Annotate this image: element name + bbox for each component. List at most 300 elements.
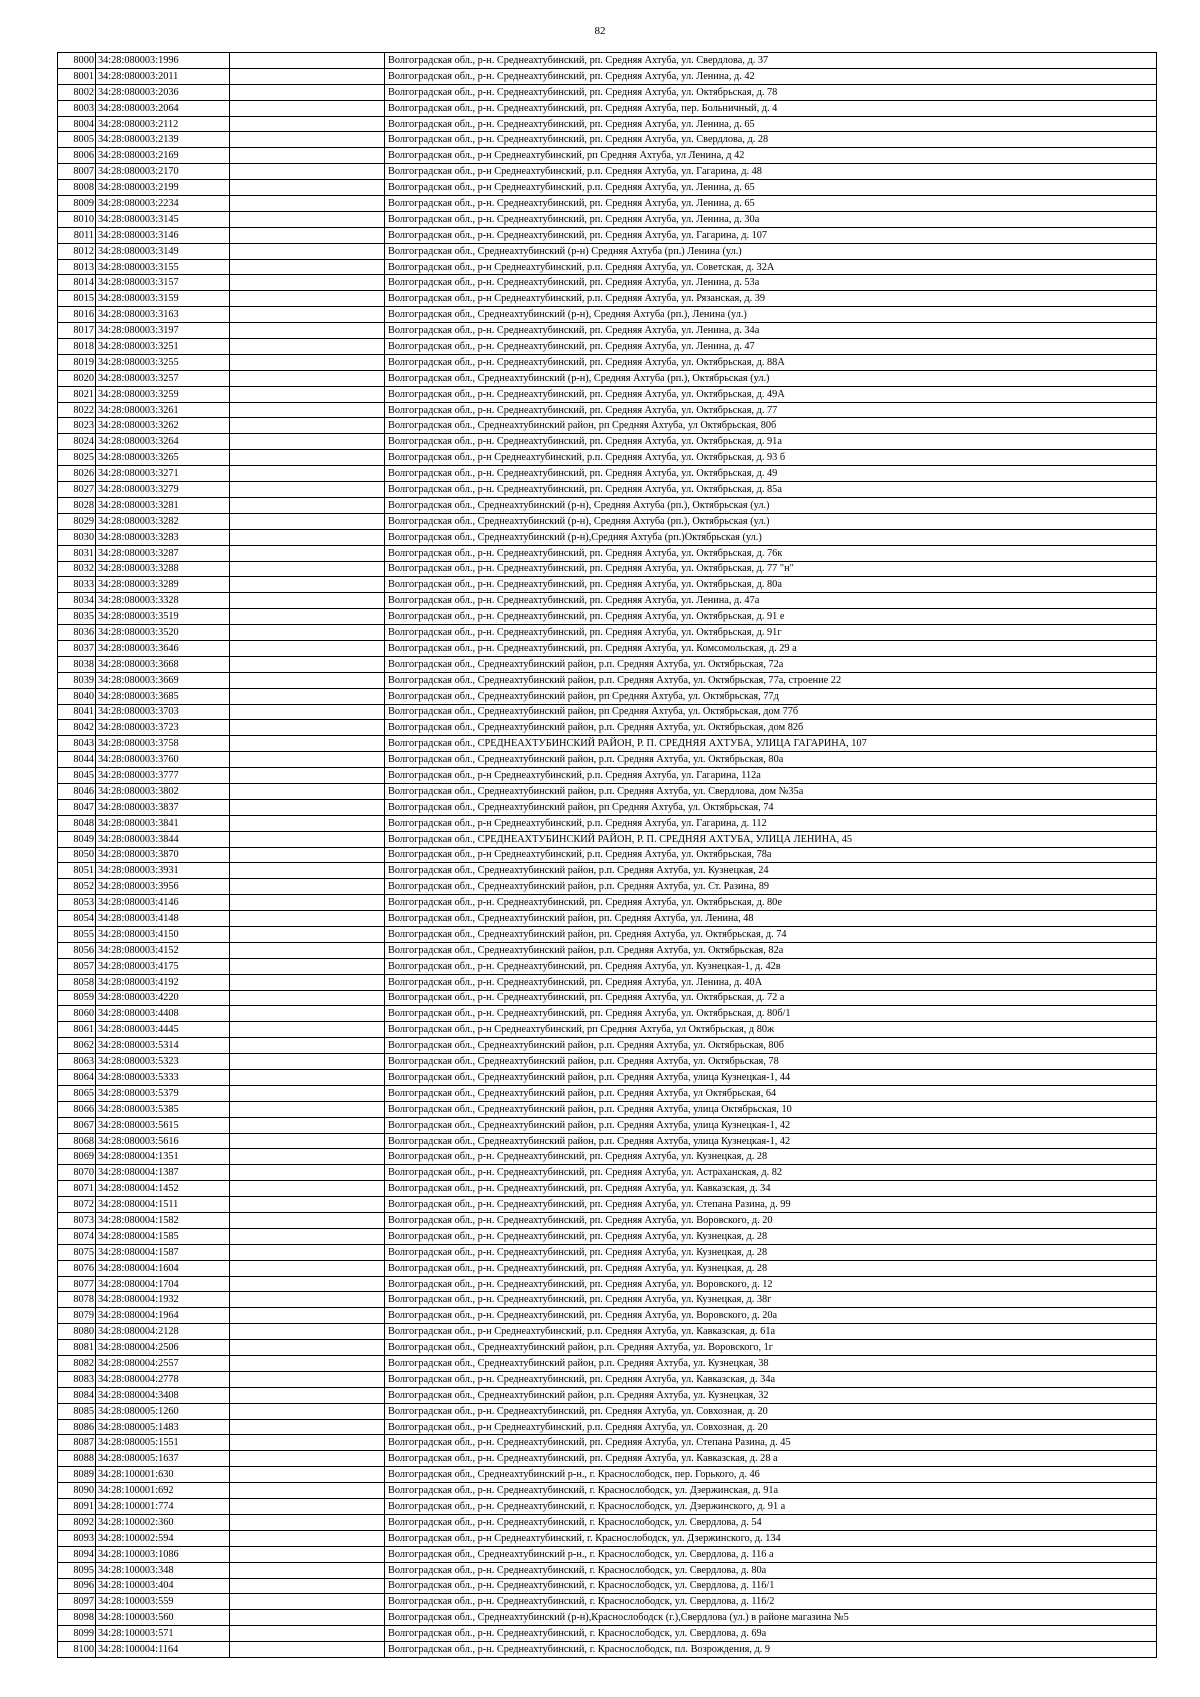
- address-cell: Волгоградская обл., Среднеахтубинский район, р.п. Средняя Ахтуба, ул. Октябрьская, 80а: [385, 752, 1157, 768]
- blank-cell: [230, 1101, 385, 1117]
- table-row: [58, 339, 1157, 355]
- blank-cell: [230, 418, 385, 434]
- blank-cell: [230, 450, 385, 466]
- blank-cell: [230, 1610, 385, 1626]
- blank-cell: [230, 1356, 385, 1372]
- blank-cell: [230, 84, 385, 100]
- blank-cell: [230, 1228, 385, 1244]
- address-cell: Волгоградская обл., р-н. Среднеахтубинский, рп. Средняя Ахтуба, ул. Октябрьская, д. 91а: [385, 434, 1157, 450]
- blank-cell: [230, 1483, 385, 1499]
- cadastral-number-cell: 34:28:080003:4445: [96, 1022, 230, 1038]
- table-row: [58, 68, 1157, 84]
- row-number-cell: 8041: [58, 704, 96, 720]
- row-number-cell: 8077: [58, 1276, 96, 1292]
- blank-cell: [230, 672, 385, 688]
- cadastral-number-cell: 34:28:080003:3328: [96, 593, 230, 609]
- blank-cell: [230, 1530, 385, 1546]
- table-row: [58, 1594, 1157, 1610]
- table-row: [58, 1165, 1157, 1181]
- blank-cell: [230, 1197, 385, 1213]
- table-row: [58, 656, 1157, 672]
- address-cell: Волгоградская обл., р-н. Среднеахтубинский, рп. Средняя Ахтуба, ул. Октябрьская, д. 80е: [385, 895, 1157, 911]
- blank-cell: [230, 720, 385, 736]
- row-number-cell: 8051: [58, 863, 96, 879]
- blank-cell: [230, 1149, 385, 1165]
- table-row: [58, 736, 1157, 752]
- table-row: [58, 1228, 1157, 1244]
- table-row: [58, 1514, 1157, 1530]
- blank-cell: [230, 815, 385, 831]
- address-cell: Волгоградская обл., р-н. Среднеахтубинский, рп. Средняя Ахтуба, ул. Кавказская, д. 34: [385, 1181, 1157, 1197]
- address-cell: Волгоградская обл., р-н. Среднеахтубинский, рп. Средняя Ахтуба, ул. Октябрьская, д. 72 а: [385, 990, 1157, 1006]
- table-row: [58, 720, 1157, 736]
- blank-cell: [230, 911, 385, 927]
- row-number-cell: 8071: [58, 1181, 96, 1197]
- table-row: [58, 482, 1157, 498]
- row-number-cell: 8072: [58, 1197, 96, 1213]
- table-row: [58, 640, 1157, 656]
- table-row: [58, 370, 1157, 386]
- row-number-cell: 8032: [58, 561, 96, 577]
- cadastral-number-cell: 34:28:080003:5333: [96, 1070, 230, 1086]
- cadastral-number-cell: 34:28:080004:2128: [96, 1324, 230, 1340]
- row-number-cell: 8098: [58, 1610, 96, 1626]
- table-row: [58, 990, 1157, 1006]
- blank-cell: [230, 307, 385, 323]
- blank-cell: [230, 386, 385, 402]
- address-cell: Волгоградская обл., СРЕДНЕАХТУБИНСКИЙ РАЙОН, Р. П. СРЕДНЯЯ АХТУБА, УЛИЦА ГАГАРИНА, 107: [385, 736, 1157, 752]
- blank-cell: [230, 942, 385, 958]
- cadastral-number-cell: 34:28:080003:3283: [96, 529, 230, 545]
- row-number-cell: 8027: [58, 482, 96, 498]
- row-number-cell: 8045: [58, 768, 96, 784]
- table-row: [58, 418, 1157, 434]
- blank-cell: [230, 974, 385, 990]
- row-number-cell: 8014: [58, 275, 96, 291]
- address-cell: Волгоградская обл., Среднеахтубинский район, р.п. Средняя Ахтуба, ул. Октябрьская, 77а, строение 22: [385, 672, 1157, 688]
- row-number-cell: 8089: [58, 1467, 96, 1483]
- address-cell: Волгоградская обл., р-н. Среднеахтубинский, г. Краснослободск, ул. Свердлова, д. 116/1: [385, 1578, 1157, 1594]
- table-row: [58, 1578, 1157, 1594]
- cadastral-number-cell: 34:28:080003:3146: [96, 227, 230, 243]
- cadastral-number-cell: 34:28:080004:1604: [96, 1260, 230, 1276]
- cadastral-number-cell: 34:28:080003:2011: [96, 68, 230, 84]
- blank-cell: [230, 640, 385, 656]
- table-row: [58, 879, 1157, 895]
- table-row: [58, 958, 1157, 974]
- row-number-cell: 8083: [58, 1371, 96, 1387]
- address-cell: Волгоградская обл., Среднеахтубинский (р-н), Средняя Ахтуба (рп.), Октябрьская (ул.): [385, 513, 1157, 529]
- cadastral-number-cell: 34:28:080005:1551: [96, 1435, 230, 1451]
- blank-cell: [230, 513, 385, 529]
- address-cell: Волгоградская обл., Среднеахтубинский район, рп Средняя Ахтуба, ул. Октябрьская, дом 77б: [385, 704, 1157, 720]
- cadastral-number-cell: 34:28:080003:3197: [96, 323, 230, 339]
- cadastral-number-cell: 34:28:080004:1585: [96, 1228, 230, 1244]
- cadastral-number-cell: 34:28:080003:4175: [96, 958, 230, 974]
- table-row: [58, 1324, 1157, 1340]
- address-cell: Волгоградская обл., Среднеахтубинский район, рп Средняя Ахтуба, ул. Октябрьская, 77д: [385, 688, 1157, 704]
- table-row: [58, 513, 1157, 529]
- cadastral-number-cell: 34:28:080005:1483: [96, 1419, 230, 1435]
- table-row: [58, 1499, 1157, 1515]
- address-cell: Волгоградская обл., р-н Среднеахтубинский, р.п. Средняя Ахтуба, ул. Гагарина, 112а: [385, 768, 1157, 784]
- address-cell: Волгоградская обл., Среднеахтубинский район, рп Средняя Ахтуба, ул Октябрьская, 80б: [385, 418, 1157, 434]
- blank-cell: [230, 625, 385, 641]
- table-row: [58, 545, 1157, 561]
- address-cell: Волгоградская обл., Среднеахтубинский (р-н),Средняя Ахтуба (рп.)Октябрьская (ул.): [385, 529, 1157, 545]
- cadastral-number-cell: 34:28:100001:774: [96, 1499, 230, 1515]
- cadastral-number-cell: 34:28:080003:4152: [96, 942, 230, 958]
- address-cell: Волгоградская обл., р-н Среднеахтубинский, р.п. Средняя Ахтуба, ул. Октябрьская, 78а: [385, 847, 1157, 863]
- row-number-cell: 8096: [58, 1578, 96, 1594]
- address-cell: Волгоградская обл., Среднеахтубинский р-н., г. Краснослободск, ул. Свердлова, д. 116 а: [385, 1546, 1157, 1562]
- blank-cell: [230, 354, 385, 370]
- address-cell: Волгоградская обл., р-н. Среднеахтубинский, г. Краснослободск, ул. Свердлова, д. 80а: [385, 1562, 1157, 1578]
- blank-cell: [230, 752, 385, 768]
- row-number-cell: 8024: [58, 434, 96, 450]
- row-number-cell: 8001: [58, 68, 96, 84]
- row-number-cell: 8066: [58, 1101, 96, 1117]
- table-row: [58, 164, 1157, 180]
- cadastral-number-cell: 34:28:080004:2506: [96, 1340, 230, 1356]
- blank-cell: [230, 1038, 385, 1054]
- cadastral-number-cell: 34:28:080003:3163: [96, 307, 230, 323]
- cadastral-number-cell: 34:28:100001:630: [96, 1467, 230, 1483]
- cadastral-number-cell: 34:28:080003:5385: [96, 1101, 230, 1117]
- blank-cell: [230, 799, 385, 815]
- address-cell: Волгоградская обл., р-н. Среднеахтубинский, рп. Средняя Ахтуба, пер. Больничный, д. 4: [385, 100, 1157, 116]
- row-number-cell: 8012: [58, 243, 96, 259]
- table-row: [58, 307, 1157, 323]
- table-row: [58, 84, 1157, 100]
- address-cell: Волгоградская обл., р-н. Среднеахтубинский, рп. Средняя Ахтуба, ул. Ленина, д. 53а: [385, 275, 1157, 291]
- row-number-cell: 8074: [58, 1228, 96, 1244]
- blank-cell: [230, 402, 385, 418]
- row-number-cell: 8021: [58, 386, 96, 402]
- row-number-cell: 8065: [58, 1085, 96, 1101]
- row-number-cell: 8020: [58, 370, 96, 386]
- table-row: [58, 577, 1157, 593]
- address-cell: Волгоградская обл., р-н Среднеахтубинский, р.п. Средняя Ахтуба, ул. Гагарина, д. 48: [385, 164, 1157, 180]
- table-row: [58, 625, 1157, 641]
- table-row: [58, 148, 1157, 164]
- address-cell: Волгоградская обл., р-н. Среднеахтубинский, рп. Средняя Ахтуба, ул. Ленина, д. 65: [385, 116, 1157, 132]
- row-number-cell: 8078: [58, 1292, 96, 1308]
- address-cell: Волгоградская обл., р-н. Среднеахтубинский, рп. Средняя Ахтуба, ул. Степана Разина, д. 99: [385, 1197, 1157, 1213]
- address-cell: Волгоградская обл., р-н. Среднеахтубинский, рп. Средняя Ахтуба, ул. Октябрьская, д. 91 е: [385, 609, 1157, 625]
- cadastral-number-cell: 34:28:080004:2557: [96, 1356, 230, 1372]
- address-cell: Волгоградская обл., р-н. Среднеахтубинский, рп. Средняя Ахтуба, ул. Октябрьская, д. 80б/1: [385, 1006, 1157, 1022]
- cadastral-number-cell: 34:28:080003:3262: [96, 418, 230, 434]
- row-number-cell: 8004: [58, 116, 96, 132]
- blank-cell: [230, 895, 385, 911]
- blank-cell: [230, 1419, 385, 1435]
- blank-cell: [230, 1371, 385, 1387]
- row-number-cell: 8082: [58, 1356, 96, 1372]
- row-number-cell: 8026: [58, 466, 96, 482]
- row-number-cell: 8033: [58, 577, 96, 593]
- address-cell: Волгоградская обл., р-н Среднеахтубинский, рп Средняя Ахтуба, ул Октябрьская, д 80ж: [385, 1022, 1157, 1038]
- address-cell: Волгоградская обл., Среднеахтубинский район, р.п. Средняя Ахтуба, ул. Ст. Разина, 89: [385, 879, 1157, 895]
- table-row: [58, 1244, 1157, 1260]
- blank-cell: [230, 863, 385, 879]
- table-row: [58, 593, 1157, 609]
- table-row: [58, 942, 1157, 958]
- blank-cell: [230, 1006, 385, 1022]
- row-number-cell: 8087: [58, 1435, 96, 1451]
- blank-cell: [230, 211, 385, 227]
- table-row: [58, 1356, 1157, 1372]
- table-row: [58, 1213, 1157, 1229]
- address-cell: Волгоградская обл., р-н. Среднеахтубинский, рп. Средняя Ахтуба, ул. Свердлова, д. 37: [385, 53, 1157, 69]
- table-row: [58, 672, 1157, 688]
- cadastral-number-cell: 34:28:080003:4408: [96, 1006, 230, 1022]
- blank-cell: [230, 482, 385, 498]
- row-number-cell: 8049: [58, 831, 96, 847]
- blank-cell: [230, 990, 385, 1006]
- blank-cell: [230, 1117, 385, 1133]
- cadastral-number-cell: 34:28:100003:348: [96, 1562, 230, 1578]
- row-number-cell: 8023: [58, 418, 96, 434]
- address-cell: Волгоградская обл., Среднеахтубинский район, рп. Средняя Ахтуба, ул. Ленина, 48: [385, 911, 1157, 927]
- row-number-cell: 8086: [58, 1419, 96, 1435]
- blank-cell: [230, 577, 385, 593]
- table-row: [58, 609, 1157, 625]
- table-row: [58, 450, 1157, 466]
- cadastral-number-cell: 34:28:080003:3264: [96, 434, 230, 450]
- cadastral-number-cell: 34:28:100002:594: [96, 1530, 230, 1546]
- row-number-cell: 8040: [58, 688, 96, 704]
- table-row: [58, 1403, 1157, 1419]
- row-number-cell: 8085: [58, 1403, 96, 1419]
- cadastral-number-cell: 34:28:080003:3703: [96, 704, 230, 720]
- table-row: [58, 1260, 1157, 1276]
- table-row: [58, 1610, 1157, 1626]
- address-cell: Волгоградская обл., р-н. Среднеахтубинский, рп. Средняя Ахтуба, ул. Кузнецкая-1, д. 42в: [385, 958, 1157, 974]
- blank-cell: [230, 466, 385, 482]
- address-cell: Волгоградская обл., Среднеахтубинский район, р.п. Средняя Ахтуба, улица Кузнецкая-1, 42: [385, 1117, 1157, 1133]
- address-cell: Волгоградская обл., р-н Среднеахтубинский, р.п. Средняя Ахтуба, ул. Советская, д. 32А: [385, 259, 1157, 275]
- row-number-cell: 8070: [58, 1165, 96, 1181]
- row-number-cell: 8039: [58, 672, 96, 688]
- blank-cell: [230, 227, 385, 243]
- cadastral-number-cell: 34:28:080005:1260: [96, 1403, 230, 1419]
- blank-cell: [230, 339, 385, 355]
- cadastral-number-cell: 34:28:080003:3157: [96, 275, 230, 291]
- cadastral-number-cell: 34:28:080003:2139: [96, 132, 230, 148]
- row-number-cell: 8048: [58, 815, 96, 831]
- table-row: [58, 386, 1157, 402]
- address-cell: Волгоградская обл., р-н Среднеахтубинский, р.п. Средняя Ахтуба, ул. Ленина, д. 65: [385, 180, 1157, 196]
- address-cell: Волгоградская обл., Среднеахтубинский (р-н), Средняя Ахтуба (рп.), Октябрьская (ул.): [385, 370, 1157, 386]
- address-cell: Волгоградская обл., р-н. Среднеахтубинский, рп. Средняя Ахтуба, ул. Кузнецкая, д. 28: [385, 1228, 1157, 1244]
- table-row: [58, 815, 1157, 831]
- blank-cell: [230, 1340, 385, 1356]
- address-cell: Волгоградская обл., р-н Среднеахтубинский, р.п. Средняя Ахтуба, ул. Рязанская, д. 39: [385, 291, 1157, 307]
- row-number-cell: 8031: [58, 545, 96, 561]
- address-cell: Волгоградская обл., Среднеахтубинский район, р.п. Средняя Ахтуба, ул. Октябрьская, 82а: [385, 942, 1157, 958]
- row-number-cell: 8100: [58, 1642, 96, 1658]
- address-cell: Волгоградская обл., СРЕДНЕАХТУБИНСКИЙ РАЙОН, Р. П. СРЕДНЯЯ АХТУБА, УЛИЦА ЛЕНИНА, 45: [385, 831, 1157, 847]
- blank-cell: [230, 545, 385, 561]
- row-number-cell: 8005: [58, 132, 96, 148]
- table-row: [58, 227, 1157, 243]
- table-row: [58, 100, 1157, 116]
- row-number-cell: 8091: [58, 1499, 96, 1515]
- row-number-cell: 8038: [58, 656, 96, 672]
- row-number-cell: 8059: [58, 990, 96, 1006]
- blank-cell: [230, 847, 385, 863]
- blank-cell: [230, 1022, 385, 1038]
- cadastral-number-cell: 34:28:080003:3282: [96, 513, 230, 529]
- blank-cell: [230, 1308, 385, 1324]
- row-number-cell: 8088: [58, 1451, 96, 1467]
- address-cell: Волгоградская обл., р-н. Среднеахтубинский, рп. Средняя Ахтуба, ул. Ленина, д. 34а: [385, 323, 1157, 339]
- blank-cell: [230, 768, 385, 784]
- row-number-cell: 8058: [58, 974, 96, 990]
- table-row: [58, 1467, 1157, 1483]
- blank-cell: [230, 1467, 385, 1483]
- table-row: [58, 1530, 1157, 1546]
- row-number-cell: 8063: [58, 1054, 96, 1070]
- row-number-cell: 8006: [58, 148, 96, 164]
- row-number-cell: 8080: [58, 1324, 96, 1340]
- blank-cell: [230, 180, 385, 196]
- cadastral-number-cell: 34:28:080003:5314: [96, 1038, 230, 1054]
- row-number-cell: 8053: [58, 895, 96, 911]
- row-number-cell: 8056: [58, 942, 96, 958]
- table-row: [58, 1101, 1157, 1117]
- cadastral-number-cell: 34:28:080003:1996: [96, 53, 230, 69]
- blank-cell: [230, 688, 385, 704]
- row-number-cell: 8094: [58, 1546, 96, 1562]
- cadastral-number-cell: 34:28:080003:3288: [96, 561, 230, 577]
- blank-cell: [230, 1213, 385, 1229]
- cadastral-number-cell: 34:28:080003:3287: [96, 545, 230, 561]
- address-cell: Волгоградская обл., Среднеахтубинский (р-н), Средняя Ахтуба (рп.), Октябрьская (ул.): [385, 497, 1157, 513]
- table-row: [58, 529, 1157, 545]
- row-number-cell: 8069: [58, 1149, 96, 1165]
- address-cell: Волгоградская обл., Среднеахтубинский район, р.п. Средняя Ахтуба, ул. Октябрьская, 72а: [385, 656, 1157, 672]
- blank-cell: [230, 1435, 385, 1451]
- cadastral-number-cell: 34:28:100003:1086: [96, 1546, 230, 1562]
- address-cell: Волгоградская обл., р-н Среднеахтубинский, р.п. Средняя Ахтуба, ул. Октябрьская, д. 93 б: [385, 450, 1157, 466]
- address-cell: Волгоградская обл., р-н. Среднеахтубинский, рп. Средняя Ахтуба, ул. Воровского, д. 12: [385, 1276, 1157, 1292]
- table-row: [58, 895, 1157, 911]
- blank-cell: [230, 370, 385, 386]
- table-row: [58, 1340, 1157, 1356]
- table-row: [58, 259, 1157, 275]
- table-row: [58, 1419, 1157, 1435]
- row-number-cell: 8028: [58, 497, 96, 513]
- table-row: [58, 1085, 1157, 1101]
- address-cell: Волгоградская обл., р-н. Среднеахтубинский, рп. Средняя Ахтуба, ул. Октябрьская, д. 49: [385, 466, 1157, 482]
- address-cell: Волгоградская обл., р-н. Среднеахтубинский, рп. Средняя Ахтуба, ул. Воровского, д. 20: [385, 1213, 1157, 1229]
- cadastral-number-cell: 34:28:080004:1351: [96, 1149, 230, 1165]
- table-row: [58, 1546, 1157, 1562]
- address-cell: Волгоградская обл., Среднеахтубинский район, р.п. Средняя Ахтуба, улица Октябрьская, 10: [385, 1101, 1157, 1117]
- table-row: [58, 1197, 1157, 1213]
- table-row: [58, 799, 1157, 815]
- row-number-cell: 8011: [58, 227, 96, 243]
- cadastral-number-cell: 34:28:100001:692: [96, 1483, 230, 1499]
- cadastral-number-cell: 34:28:080003:3281: [96, 497, 230, 513]
- address-cell: Волгоградская обл., р-н. Среднеахтубинский, рп. Средняя Ахтуба, ул. Октябрьская, д. 80а: [385, 577, 1157, 593]
- row-number-cell: 8055: [58, 926, 96, 942]
- blank-cell: [230, 1276, 385, 1292]
- row-number-cell: 8015: [58, 291, 96, 307]
- address-cell: Волгоградская обл., Среднеахтубинский (р-н),Краснослободск (г.),Свердлова (ул.) в районе магазина №5: [385, 1610, 1157, 1626]
- row-number-cell: 8002: [58, 84, 96, 100]
- table-row: [58, 196, 1157, 212]
- row-number-cell: 8079: [58, 1308, 96, 1324]
- address-cell: Волгоградская обл., р-н. Среднеахтубинский, рп. Средняя Ахтуба, ул. Октябрьская, д. 76к: [385, 545, 1157, 561]
- row-number-cell: 8019: [58, 354, 96, 370]
- blank-cell: [230, 323, 385, 339]
- row-number-cell: 8090: [58, 1483, 96, 1499]
- blank-cell: [230, 1324, 385, 1340]
- row-number-cell: 8034: [58, 593, 96, 609]
- row-number-cell: 8018: [58, 339, 96, 355]
- table-row: [58, 116, 1157, 132]
- address-cell: Волгоградская обл., р-н. Среднеахтубинский, рп. Средняя Ахтуба, ул. Октябрьская, д. 91г: [385, 625, 1157, 641]
- address-cell: Волгоградская обл., Среднеахтубинский (р-н) Средняя Ахтуба (рп.) Ленина (ул.): [385, 243, 1157, 259]
- cadastral-number-cell: 34:28:080003:2170: [96, 164, 230, 180]
- cadastral-number-cell: 34:28:080003:5616: [96, 1133, 230, 1149]
- blank-cell: [230, 1626, 385, 1642]
- row-number-cell: 8064: [58, 1070, 96, 1086]
- table-row: [58, 275, 1157, 291]
- address-cell: Волгоградская обл., р-н. Среднеахтубинский, рп. Средняя Ахтуба, ул. Кузнецкая, д. 28: [385, 1244, 1157, 1260]
- cadastral-number-cell: 34:28:080004:1582: [96, 1213, 230, 1229]
- row-number-cell: 8016: [58, 307, 96, 323]
- row-number-cell: 8035: [58, 609, 96, 625]
- address-cell: Волгоградская обл., Среднеахтубинский район, р.п. Средняя Ахтуба, ул. Октябрьская, 78: [385, 1054, 1157, 1070]
- blank-cell: [230, 275, 385, 291]
- row-number-cell: 8062: [58, 1038, 96, 1054]
- blank-cell: [230, 704, 385, 720]
- cadastral-number-cell: 34:28:080004:1964: [96, 1308, 230, 1324]
- row-number-cell: 8093: [58, 1530, 96, 1546]
- cadastral-number-cell: 34:28:080003:3931: [96, 863, 230, 879]
- cadastral-number-cell: 34:28:080003:3844: [96, 831, 230, 847]
- cadastral-number-cell: 34:28:080003:2064: [96, 100, 230, 116]
- table-row: [58, 847, 1157, 863]
- table-row: [58, 497, 1157, 513]
- address-cell: Волгоградская обл., р-н. Среднеахтубинский, рп. Средняя Ахтуба, ул. Октябрьская, д. 49А: [385, 386, 1157, 402]
- address-cell: Волгоградская обл., р-н. Среднеахтубинский, г. Краснослободск, ул. Свердлова, д. 116/2: [385, 1594, 1157, 1610]
- address-cell: Волгоградская обл., р-н. Среднеахтубинский, рп. Средняя Ахтуба, ул. Октябрьская, д. 77 "н": [385, 561, 1157, 577]
- blank-cell: [230, 736, 385, 752]
- cadastral-number-cell: 34:28:100003:559: [96, 1594, 230, 1610]
- row-number-cell: 8044: [58, 752, 96, 768]
- blank-cell: [230, 1403, 385, 1419]
- address-cell: Волгоградская обл., Среднеахтубинский район, р.п. Средняя Ахтуба, ул. Кузнецкая, 24: [385, 863, 1157, 879]
- registry-table-body: [58, 53, 1157, 1658]
- row-number-cell: 8097: [58, 1594, 96, 1610]
- address-cell: Волгоградская обл., р-н. Среднеахтубинский, рп. Средняя Ахтуба, ул. Ленина, д. 47: [385, 339, 1157, 355]
- address-cell: Волгоградская обл., Среднеахтубинский р-н., г. Краснослободск, пер. Горького, д. 46: [385, 1467, 1157, 1483]
- row-number-cell: 8068: [58, 1133, 96, 1149]
- address-cell: Волгоградская обл., р-н. Среднеахтубинский, рп. Средняя Ахтуба, ул. Октябрьская, д. 77: [385, 402, 1157, 418]
- address-cell: Волгоградская обл., р-н. Среднеахтубинский, рп. Средняя Ахтуба, ул. Октябрьская, д. 88А: [385, 354, 1157, 370]
- cadastral-number-cell: 34:28:080003:3261: [96, 402, 230, 418]
- blank-cell: [230, 53, 385, 69]
- row-number-cell: 8008: [58, 180, 96, 196]
- table-row: [58, 1006, 1157, 1022]
- cadastral-number-cell: 34:28:080003:3669: [96, 672, 230, 688]
- row-number-cell: 8054: [58, 911, 96, 927]
